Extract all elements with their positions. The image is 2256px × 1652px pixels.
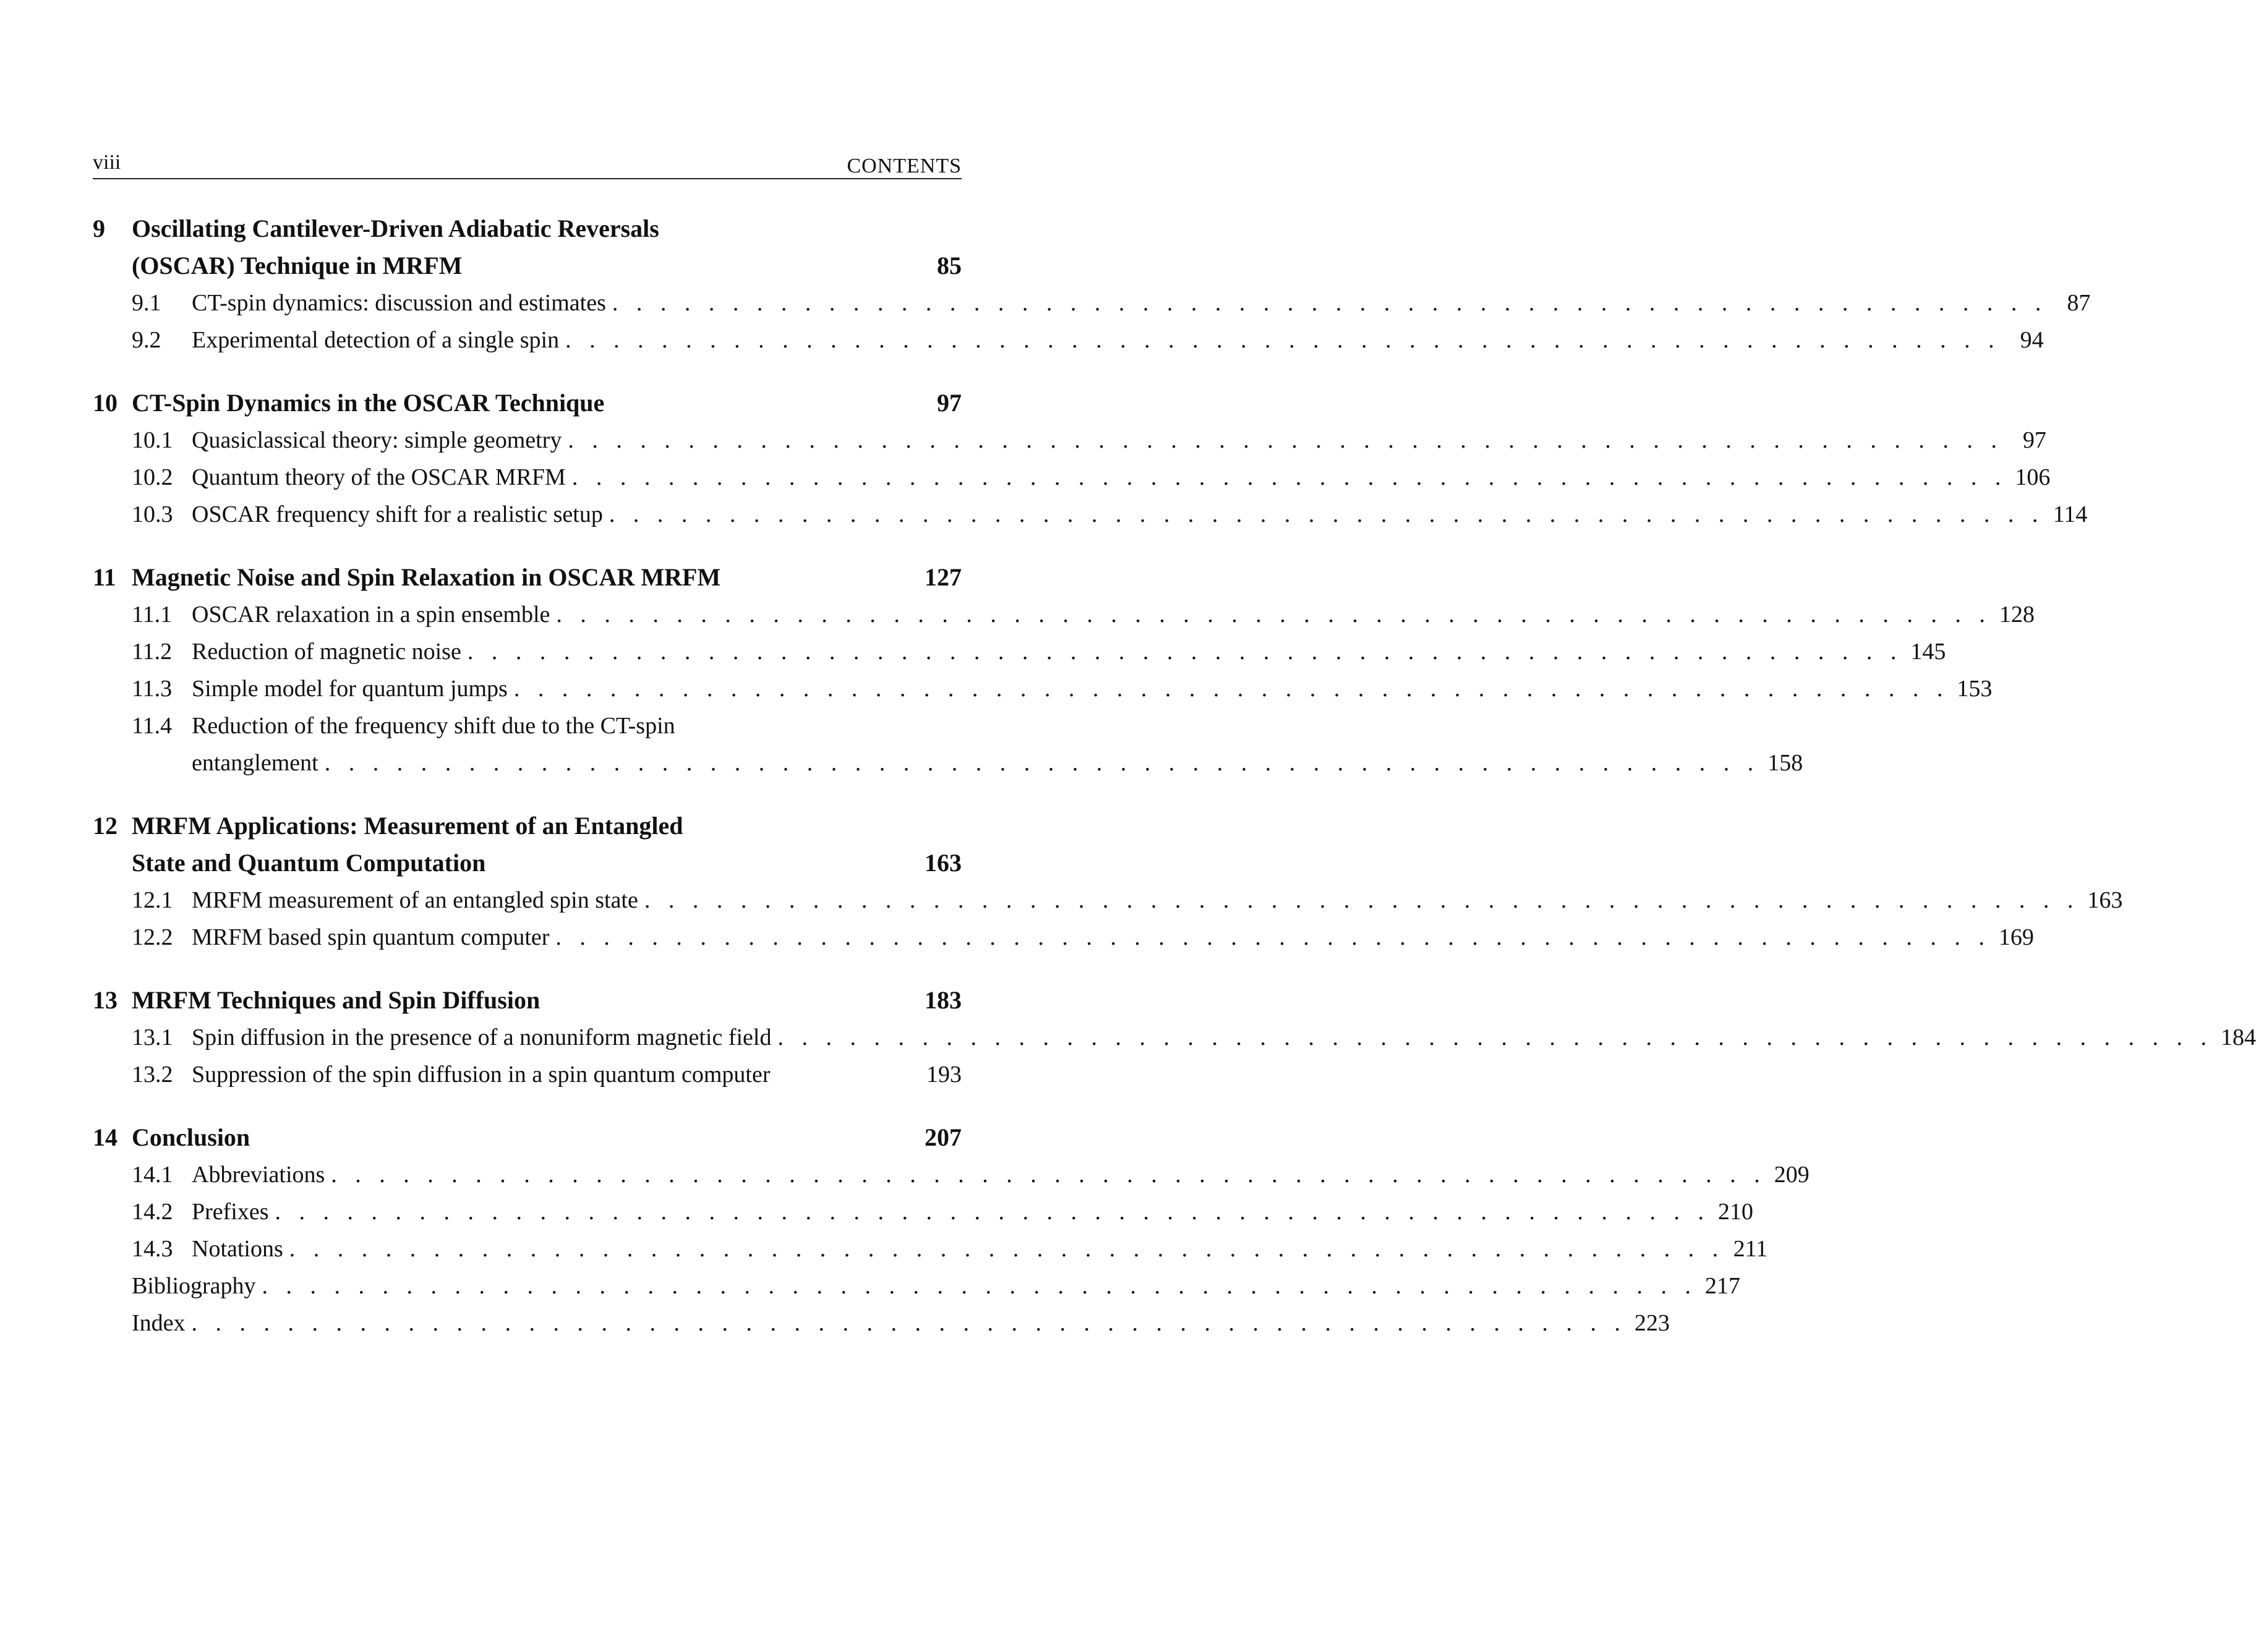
chapter-title-line2: State and Quantum Computation <box>132 849 486 877</box>
dot-leader: . . . . . . . . . . . . . . . . . . . . . . . . . . . . . . . . . . . . . . . . . . . . . . . . . . . . . . . . . . . . <box>644 887 2080 913</box>
chapter-title-line1: Magnetic Noise and Spin Relaxation in OSCAR MRFM <box>132 563 721 591</box>
toc-section-11-3[interactable] <box>93 670 1993 707</box>
section-title: Notations <box>192 1236 283 1262</box>
backmatter-page: 217 <box>1705 1273 1741 1299</box>
section-number: 10.1 <box>132 427 173 453</box>
chapter-page: 163 <box>925 849 962 877</box>
chapter-title-line1: Oscillating Cantilever-Driven Adiabatic Reversals <box>132 215 659 242</box>
chapter-heading <box>93 1119 962 1156</box>
chapter-title-line1: MRFM Techniques and Spin Diffusion <box>132 986 540 1014</box>
toc-index[interactable] <box>93 1305 1670 1342</box>
dot-leader: . . . . . . . . . . . . . . . . . . . . . . . . . . . . . . . . . . . . . . . . . . . . . . . . . . . . . . . . . . . . <box>612 290 2048 316</box>
section-number: 11.2 <box>132 639 173 665</box>
page-header <box>93 147 962 179</box>
toc-section-12-1[interactable] <box>93 882 2123 919</box>
chapter-number: 14 <box>93 1123 118 1151</box>
dot-leader: . . . . . . . . . . . . . . . . . . . . . . . . . . . . . . . . . . . . . . . . . . . . . . . . . . . . . . . . . . . . <box>275 1199 1711 1225</box>
section-number: 11.4 <box>132 713 173 739</box>
section-page: 128 <box>1999 602 2035 628</box>
toc-section-11-4[interactable] <box>93 707 1803 781</box>
section-number: 14.3 <box>132 1236 173 1262</box>
section-title: MRFM measurement of an entangled spin state <box>192 887 638 913</box>
section-number: 11.1 <box>132 602 173 628</box>
section-page: 106 <box>2015 464 2051 490</box>
section-number: 13.2 <box>132 1062 173 1088</box>
chapter-heading <box>93 807 962 882</box>
section-title: Suppression of the spin diffusion in a spin quantum computer <box>192 1062 771 1088</box>
section-title: Simple model for quantum jumps <box>192 676 508 702</box>
dot-leader: . . . . . . . . . . . . . . . . . . . . . . . . . . . . . . . . . . . . . . . . . . . . . . . . . . . . . . . . . . . . <box>331 1162 1766 1188</box>
section-number: 14.1 <box>132 1162 173 1188</box>
chapter-heading <box>93 559 962 596</box>
backmatter-title: Bibliography <box>132 1273 256 1299</box>
section-title: OSCAR relaxation in a spin ensemble <box>192 602 550 628</box>
dot-leader: . . . . . . . . . . . . . . . . . . . . . . . . . . . . . . . . . . . . . . . . . . . . . . . . . . . . . . . . . . . . <box>565 327 2001 353</box>
section-title: Quantum theory of the OSCAR MRFM <box>192 464 566 490</box>
section-number: 12.2 <box>132 924 173 950</box>
section-title: Quasiclassical theory: simple geometry <box>192 427 562 453</box>
section-number: 12.1 <box>132 887 173 913</box>
dot-leader: . . . . . . . . . . . . . . . . . . . . . . . . . . . . . . . . . . . . . . . . . . . . . . . . . . . . . . . . . . . . <box>609 501 2045 527</box>
toc-section-11-2[interactable] <box>93 633 1946 670</box>
section-title: CT-spin dynamics: discussion and estimates <box>192 290 606 316</box>
chapter-heading <box>93 210 962 284</box>
running-title: CONTENTS <box>847 155 962 177</box>
section-page: 210 <box>1718 1199 1754 1225</box>
section-title: Abbreviations <box>192 1162 325 1188</box>
backmatter-title: Index <box>132 1310 186 1336</box>
section-page: 94 <box>2020 327 2044 353</box>
chapter-title-line1: Conclusion <box>132 1123 250 1151</box>
chapter-page: 183 <box>925 986 962 1014</box>
dot-leader: . . . . . . . . . . . . . . . . . . . . . . . . . . . . . . . . . . . . . . . . . . . . . . . . . . . . . . . . . . . . <box>777 1024 2213 1050</box>
dot-leader: . . . . . . . . . . . . . . . . . . . . . . . . . . . . . . . . . . . . . . . . . . . . . . . . . . . . . . . . . . . . <box>262 1273 1698 1299</box>
chapter-10[interactable] <box>93 385 2088 533</box>
toc-section-14-2[interactable] <box>93 1193 1754 1230</box>
section-number: 11.3 <box>132 676 173 702</box>
section-page: 163 <box>2087 887 2123 913</box>
dot-leader: . . . . . . . . . . . . . . . . . . . . . . . . . . . . . . . . . . . . . . . . . . . . . . . . . . . . . . . . . . . . <box>513 676 1949 702</box>
section-page: 209 <box>1774 1162 1810 1188</box>
section-page: 153 <box>1957 676 1993 702</box>
toc-section-9-2[interactable] <box>93 321 2044 359</box>
chapter-heading <box>93 982 962 1019</box>
chapter-12[interactable] <box>93 807 2123 956</box>
section-number: 10.3 <box>132 501 173 527</box>
chapter-heading <box>93 385 962 422</box>
section-page: 158 <box>1767 750 1803 776</box>
toc-section-14-3[interactable] <box>93 1230 1768 1267</box>
section-number: 13.1 <box>132 1024 173 1050</box>
section-title: Experimental detection of a single spin <box>192 327 560 353</box>
toc-section-12-2[interactable] <box>93 919 2034 956</box>
chapter-title-line2: (OSCAR) Technique in MRFM <box>132 252 463 279</box>
dot-leader: . . . . . . . . . . . . . . . . . . . . . . . . . . . . . . . . . . . . . . . . . . . . . . . . . . . . . . . . . . . . <box>555 924 1991 950</box>
dot-leader: . . . . . . . . . . . . . . . . . . . . . . . . . . . . . . . . . . . . . . . . . . . . . . . . . . . . . . . . . . . . <box>556 602 1991 628</box>
section-page: 211 <box>1733 1236 1768 1262</box>
toc-section-11-1[interactable] <box>93 596 2035 633</box>
section-title: OSCAR frequency shift for a realistic setup <box>192 501 603 527</box>
dot-leader: . . . . . . . . . . . . . . . . . . . . . . . . . . . . . . . . . . . . . . . . . . . . . . . . . . . . . . . . . . . . <box>467 639 1903 665</box>
toc-section-9-1[interactable] <box>93 284 2091 321</box>
section-page: 87 <box>2067 290 2091 316</box>
chapter-title-line1: MRFM Applications: Measurement of an Entangled <box>132 812 683 840</box>
section-title: Prefixes <box>192 1199 269 1225</box>
chapter-number: 12 <box>93 812 118 840</box>
chapter-page: 207 <box>925 1123 962 1151</box>
chapter-number: 10 <box>93 389 118 417</box>
section-title-line2: entanglement <box>192 750 318 776</box>
section-number: 9.1 <box>132 290 161 316</box>
section-page: 145 <box>1910 639 1946 665</box>
section-page: 114 <box>2053 501 2088 527</box>
table-of-contents <box>93 210 2256 1368</box>
dot-leader: . . . . . . . . . . . . . . . . . . . . . . . . . . . . . . . . . . . . . . . . . . . . . . . . . . . . . . . . . . . . <box>568 427 2003 453</box>
section-title: MRFM based spin quantum computer <box>192 924 550 950</box>
toc-section-14-1[interactable] <box>93 1156 1810 1193</box>
dot-leader: . . . . . . . . . . . . . . . . . . . . . . . . . . . . . . . . . . . . . . . . . . . . . . . . . . . . . . . . . . . . <box>571 464 2007 490</box>
dot-leader: . . . . . . . . . . . . . . . . . . . . . . . . . . . . . . . . . . . . . . . . . . . . . . . . . . . . . . . . . . . . <box>324 750 1760 776</box>
chapter-number: 13 <box>93 986 118 1014</box>
toc-section-13-1[interactable] <box>93 1019 2256 1056</box>
section-page: 193 <box>926 1062 962 1088</box>
toc-section-13-2[interactable] <box>93 1056 962 1093</box>
chapter-number: 9 <box>93 215 105 242</box>
section-title: Spin diffusion in the presence of a nonuniform magnetic field <box>192 1024 772 1050</box>
toc-section-10-3[interactable] <box>93 496 2088 533</box>
chapter-9[interactable] <box>93 210 2091 359</box>
section-number: 9.2 <box>132 327 161 353</box>
chapter-11[interactable] <box>93 559 2035 781</box>
toc-section-10-2[interactable] <box>93 459 2051 496</box>
chapter-14[interactable] <box>93 1119 1810 1342</box>
section-page: 97 <box>2022 427 2046 453</box>
page-number: viii <box>93 151 121 174</box>
section-page: 184 <box>2220 1024 2256 1050</box>
dot-leader: . . . . . . . . . . . . . . . . . . . . . . . . . . . . . . . . . . . . . . . . . . . . . . . . . . . . . . . . . . . . <box>289 1236 1725 1262</box>
chapter-title-line1: CT-Spin Dynamics in the OSCAR Technique <box>132 389 605 417</box>
section-page: 169 <box>1998 924 2034 950</box>
backmatter-page: 223 <box>1634 1310 1670 1336</box>
chapter-number: 11 <box>93 563 116 591</box>
section-title-line1: Reduction of the frequency shift due to the CT-spin <box>192 713 675 739</box>
section-title: Reduction of magnetic noise <box>192 639 461 665</box>
section-number: 14.2 <box>132 1199 173 1225</box>
dot-leader: . . . . . . . . . . . . . . . . . . . . . . . . . . . . . . . . . . . . . . . . . . . . . . . . . . . . . . . . . . . . <box>191 1310 1627 1336</box>
section-number: 10.2 <box>132 464 173 490</box>
chapter-page: 85 <box>937 252 962 279</box>
chapter-page: 97 <box>937 389 962 417</box>
chapter-13[interactable] <box>93 982 2256 1093</box>
chapter-page: 127 <box>925 563 962 591</box>
toc-bibliography[interactable] <box>93 1267 1741 1305</box>
toc-section-10-1[interactable] <box>93 422 2046 459</box>
